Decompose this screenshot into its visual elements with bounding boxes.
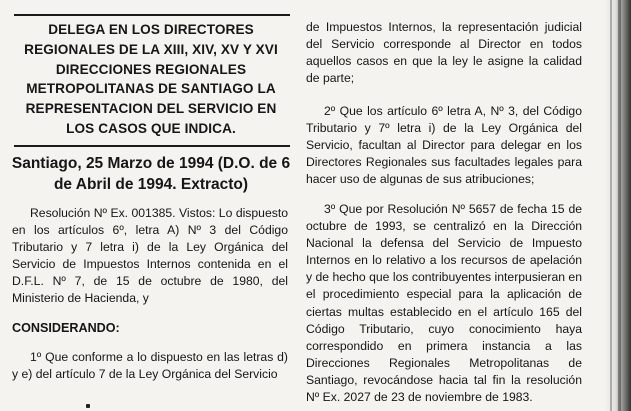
considerando-label: CONSIDERANDO:	[12, 321, 120, 335]
heading-bottom-rule	[14, 145, 290, 147]
resolucion-paragraph: Resolución Nº Ex. 001385. Vistos: Lo dispuesto en los artículos 6º, letra A) Nº 3 del Código Tributario y 7 letra i) de la Ley Orgánica del Servicio de Impuestos Internos contenida en el D.F.L. Nº 7, de 15 de octubre de 1980, del Ministerio de Hacienda, y	[12, 206, 288, 306]
date-subheading: Santiago, 25 Marzo de 1994 (D.O. de 6 de Abril de 1994. Extracto)	[11, 155, 291, 193]
page-edge-line	[610, 0, 612, 411]
scan-mark	[86, 404, 90, 408]
document-heading: DELEGA EN LOS DIRECTORES REGIONALES DE LA XIII, XIV, XV Y XVI DIRECCIONES REGIONALES METROPOLITANAS DE SANTIAGO LA REPRESENTACION DEL SERVICIO EN LOS CASOS QUE INDICA.	[24, 22, 278, 136]
punto-2-paragraph: 2º Que los artículo 6º letra A, Nº 3, del Código Tributario y 7º letra i) de la Ley Orgánica del Servicio, facultan al Director para delegar en los Directores Regionales sus facultades legales para hacer uso de algunas de sus atribuciones;	[306, 104, 582, 187]
punto-1-paragraph: 1º Que conforme a lo dispuesto en las letras d) y e) del artículo 7 de la Ley Orgánica del Servicio	[12, 350, 288, 382]
heading-top-rule	[14, 14, 290, 16]
punto-3-paragraph: 3º Que por Resolución Nº 5657 de fecha 15 de octubre de 1993, se centralizó en la Dirección Nacional la defensa del Servicio de Impuesto Internos en lo relativo a los recursos de apelación y de hecho que los contribuyentes interpusieran en el procedimiento especial para la aplicación de ciertas multas establecido en el artículo 165 del Código Tributario, cuyo conocimiento haya correspondido en primera instancia a las Direcciones Regionales Metropolitanas de Santiago, revocándose hacia tal fin la resolución Nº Ex. 2027 de 23 de noviembre de 1983.	[306, 202, 582, 405]
punto-1-continuation: de Impuestos Internos, la representación judicial del Servicio corresponde al Director en todos aquellos casos en que la ley le asigne la calidad de parte;	[306, 20, 582, 86]
page-edge-line	[618, 0, 621, 411]
